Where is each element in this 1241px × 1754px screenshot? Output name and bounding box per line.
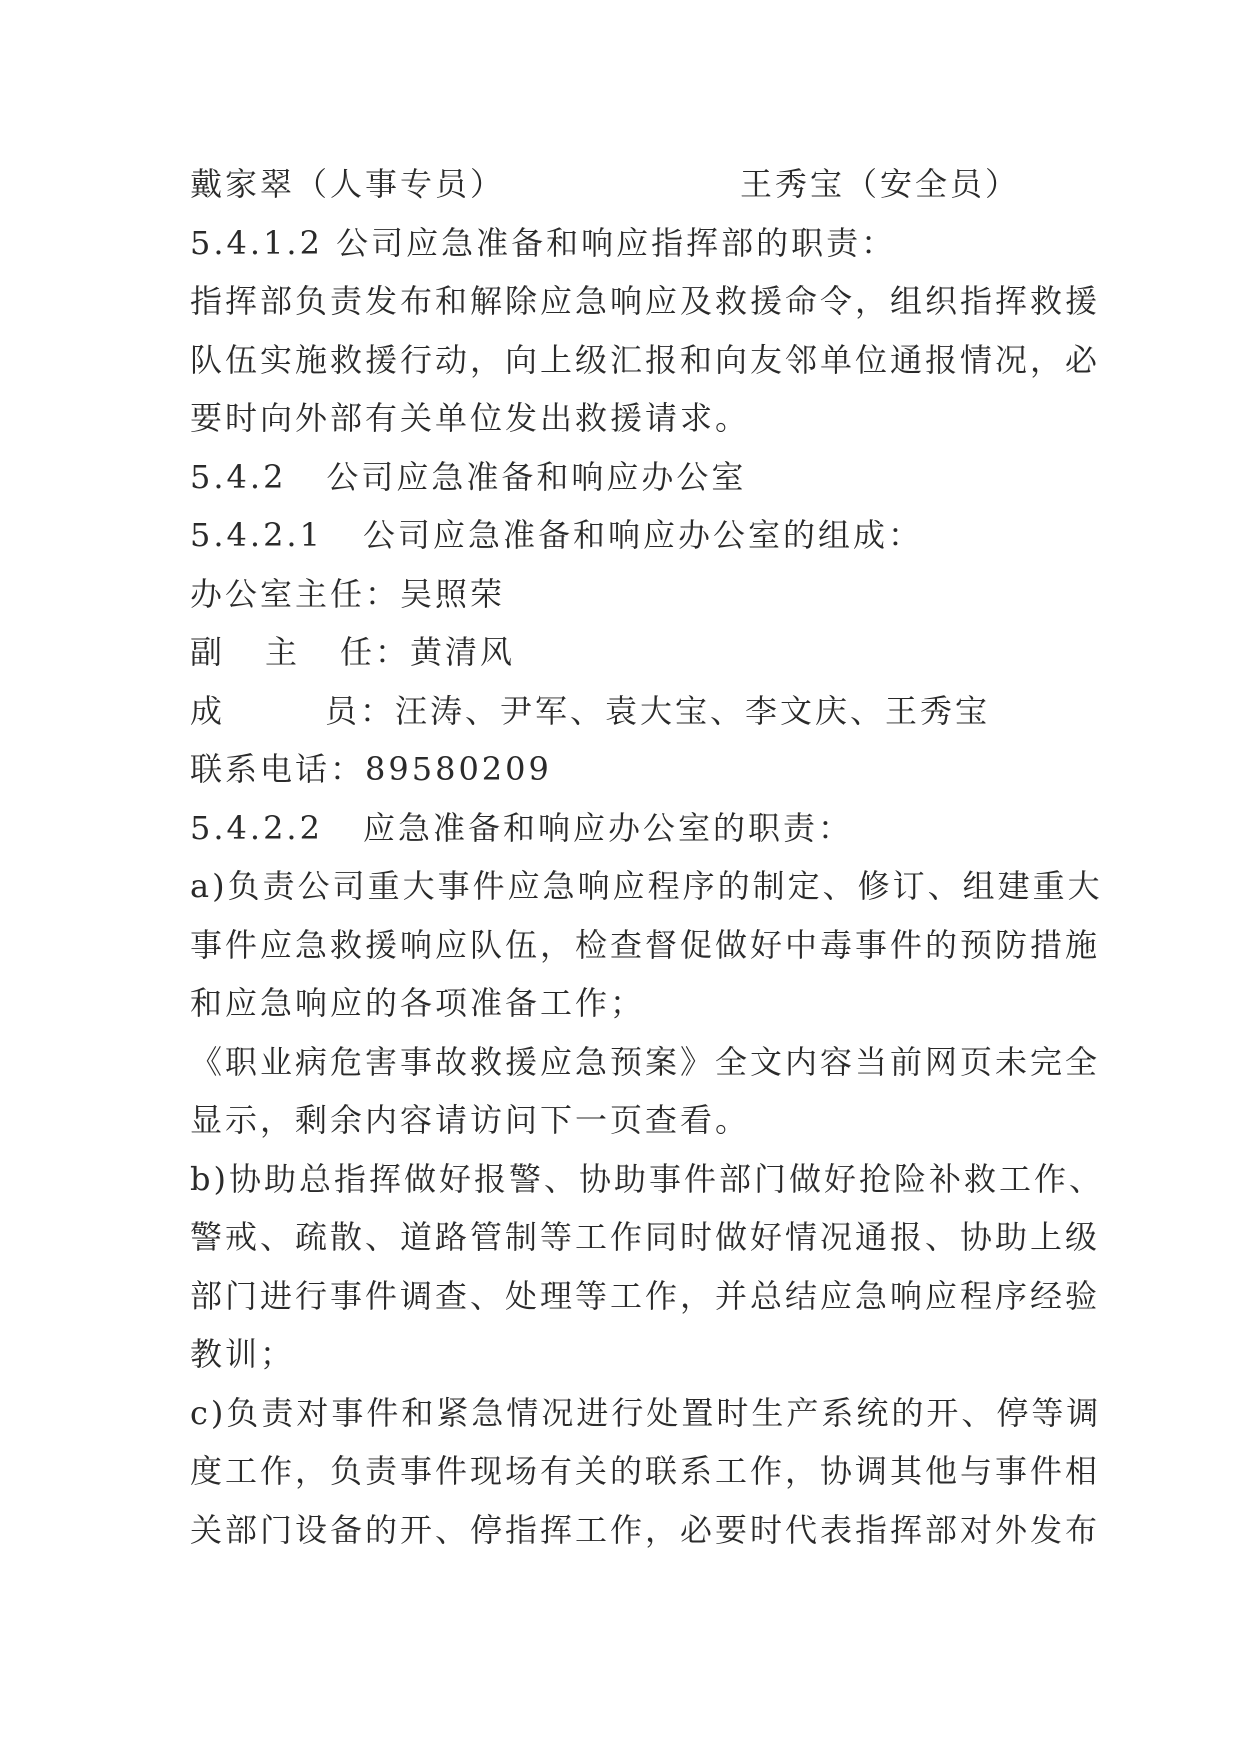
phone-line: 联系电话：89580209 bbox=[190, 750, 552, 788]
text-line: 和应急响应的各项准备工作； bbox=[190, 984, 646, 1022]
section-number: 5.4.2.1 bbox=[190, 516, 323, 554]
text-line: 指挥部负责发布和解除应急响应及救援命令，组织指挥救援 bbox=[190, 282, 1101, 320]
section-number: 5.4.2 bbox=[190, 457, 287, 496]
text-line: 度工作，负责事件现场有关的联系工作，协调其他与事件相 bbox=[190, 1452, 1101, 1490]
section-number: 5.4.2.2 bbox=[190, 808, 323, 847]
member-name-safety: 王秀宝（安全员） bbox=[740, 165, 1021, 203]
document-body bbox=[190, 155, 1104, 1559]
text-line: c)负责对事件和紧急情况进行处置时生产系统的开、停等调 bbox=[190, 1393, 1102, 1432]
section-heading bbox=[190, 448, 1070, 507]
section-title: 公司应急准备和响应办公室 bbox=[326, 457, 747, 496]
text-line: 教训； bbox=[190, 1335, 296, 1373]
text-line: 队伍实施救援行动，向上级汇报和向友邻单位通报情况，必 bbox=[190, 340, 1101, 379]
text-line: 办公室主任：吴照荣 bbox=[190, 574, 506, 613]
text-line: 事件应急救援响应队伍，检查督促做好中毒事件的预防措施 bbox=[190, 925, 1101, 964]
member-name-hr: 戴家翠（人事专员） bbox=[190, 165, 506, 203]
section-heading bbox=[190, 799, 1070, 858]
notice-line: 显示，剩余内容请访问下一页查看。 bbox=[190, 1101, 751, 1139]
text-line bbox=[190, 155, 1070, 214]
text-line: 关部门设备的开、停指挥工作，必要时代表指挥部对外发布 bbox=[190, 1510, 1101, 1549]
section-title: 应急准备和响应办公室的职责： bbox=[362, 808, 853, 847]
section-heading: 5.4.1.2 公司应急准备和响应指挥部的职责： bbox=[190, 223, 897, 262]
notice-line: 《职业病危害事故救援应急预案》全文内容当前网页未完全 bbox=[190, 1042, 1101, 1081]
text-line: 副 主 任：黄清风 bbox=[190, 633, 516, 671]
text-line: 要时向外部有关单位发出救援请求。 bbox=[190, 399, 751, 437]
section-title: 公司应急准备和响应办公室的组成： bbox=[362, 516, 923, 554]
text-line: 警戒、疏散、道路管制等工作同时做好情况通报、协助上级 bbox=[190, 1218, 1101, 1256]
text-line: b)协助总指挥做好报警、协助事件部门做好抢险补救工作、 bbox=[190, 1159, 1104, 1198]
section-heading bbox=[190, 506, 1070, 565]
text-line: 成 员：汪涛、尹军、袁大宝、李文庆、王秀宝 bbox=[190, 691, 991, 730]
text-line: 部门进行事件调查、处理等工作，并总结应急响应程序经验 bbox=[190, 1276, 1101, 1315]
text-line: a)负责公司重大事件应急响应程序的制定、修订、组建重大 bbox=[190, 867, 1103, 905]
